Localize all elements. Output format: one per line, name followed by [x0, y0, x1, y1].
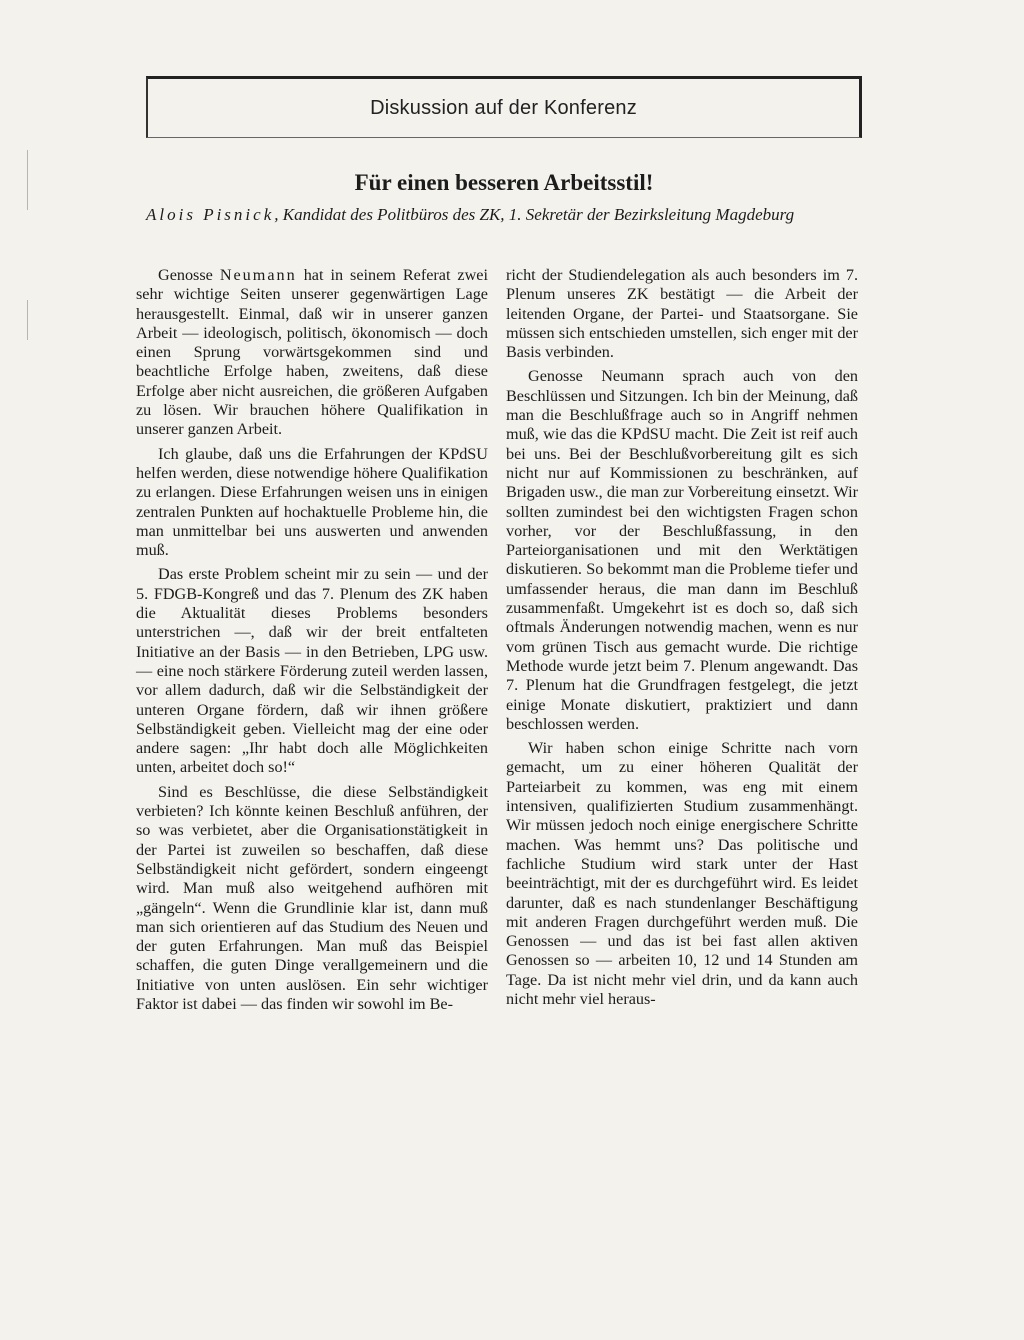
spaced-name: Neumann [219, 266, 297, 284]
paragraph-text: hat in seinem Referat zwei sehr wichtige Seiten unserer gegenwärtigen Lage herausgestellt. Einmal, daß wir in unserer ganzen Arbeit — ideologisch, politisch, ökonomisch — doch einen Sprung vorwärtsgekommen sind und beachtliche Erfolge haben, zweitens, daß diese Erfolge aber nicht ausreichen, die größeren Aufgaben zu lösen. Wir brauchen höhere Qualifikation in unserer ganzen Arbeit. [136, 266, 488, 439]
left-column [136, 266, 488, 1014]
author-name: Alois Pisnick [146, 205, 275, 224]
paragraph: Wir haben schon einige Schritte nach vorn gemacht, um zu einer höheren Qualität der Parteiarbeit zu kommen, was eng mit einem intensiven, qualifizierten Studium zusammenhängt. Wir müssen jedoch noch einige energischere Schritte machen. Was hemmt uns? Das politische und fachliche Studium wird stark unter der Hast beeinträchtigt, mit der es durchgeführt wird. Es leidet darunter, daß es nach stundenlanger Beschäftigung mit anderen Fragen durchgeführt werden muß. Die Genossen — und das ist bei fast allen aktiven Genossen so — arbeiten 10, 12 und 14 Stunden am Tage. Da ist nicht mehr viel drin, und da kann auch nicht mehr viel heraus- [506, 739, 858, 1008]
article-title: Für einen besseren Arbeitsstil! [354, 170, 654, 195]
paragraph-text: Genosse [158, 266, 220, 284]
paragraph: Genosse Neumann sprach auch von den Beschlüssen und Sitzungen. Ich bin der Meinung, daß man die Beschlußfrage auch so in Angriff nehmen muß, wie das die KPdSU macht. Die Zeit ist reif auch bei uns. Bei der Beschlußvorbereitung gilt es sich nicht nur auf Kommissionen zu beschränken, auf Brigaden usw., die man zur Vorbereitung einsetzt. Wir sollten zumindest bei den wichtigsten Fragen schon vorher, vor der Beschlußfassung, in den Parteiorganisationen und mit den Werktätigen diskutieren. So bekommt man die Probleme tiefer und umfassender heraus, die man dann im Beschluß zusammenfaßt. Umgekehrt ist es doch so, daß sich oftmals Änderungen notwendig machen, wenn es nur vom grünen Tisch aus gemacht wurde. Die richtige Methode wurde jetzt beim 7. Plenum angewandt. Das 7. Plenum hat die Grundfragen festgelegt, die jetzt einige Monate diskutiert, praktiziert und dann beschlossen werden. [506, 367, 858, 733]
page-edge-mark [27, 150, 28, 210]
author-role: , Kandidat des Politbüros des ZK, 1. Sekretär der Bezirksleitung Magdeburg [274, 205, 795, 224]
paragraph: richt der Studiendelegation als auch besonders im 7. Plenum unseres ZK bestätigt — die Arbeit der leitenden Organe, der Partei- und Staatsorgane. Sie müssen sich entschieden umstellen, sich enger mit der Basis verbinden. [506, 266, 858, 362]
paragraph: Sind es Beschlüsse, die diese Selbständigkeit verbieten? Ich könnte keinen Beschluß anführen, der so was verbietet, aber die Organisationstätigkeit in der Partei ist zuweilen so beschaffen, daß diese Selbständigkeit nicht gefördert, sondern eingeengt wird. Man muß also weitgehend aufhören mit „gängeln“. Wenn die Grundlinie klar ist, dann muß man sich orientieren auf das Studium des Neuen und der guten Erfahrungen. Man muß das Beispiel schaffen, die guten Dinge verallgemeinern und die Initiative von unten auslösen. Ein sehr wichtiger Faktor ist dabei — das finden wir sowohl im Be- [136, 782, 488, 1013]
paragraph: Das erste Problem scheint mir zu sein — und der 5. FDGB-Kongreß und das 7. Plenum des ZK haben die Aktualität dieses Problems besonders unterstrichen —, daß wir der breit entfalteten Initiative an der Basis — in den Betrieben, LPG usw. — eine noch stärkere Förderung zuteil werden lassen, vor allem dadurch, daß wir die Selbständigkeit der unteren Organe fördern, daß wir ihnen größere Selbständigkeit geben. Vielleicht mag der eine oder andere sagen: „Ihr habt doch alle Möglichkeiten unten, arbeitet doch so!“ [136, 565, 488, 777]
section-header-box [146, 76, 862, 138]
paragraph: Ich glaube, daß uns die Erfahrungen der KPdSU helfen werden, diese notwendige höhere Qualifikation zu erlangen. Diese Erfahrungen weisen uns in einigen zentralen Punkten auf hochaktuelle Probleme hin, die man unmittelbar bei uns auswerten und anwenden muß. [136, 444, 488, 560]
section-title: Diskussion auf der Konferenz [370, 97, 637, 119]
paragraph [136, 266, 488, 440]
article-byline [146, 203, 862, 227]
page-edge-mark [27, 300, 28, 340]
right-column [506, 266, 858, 1009]
